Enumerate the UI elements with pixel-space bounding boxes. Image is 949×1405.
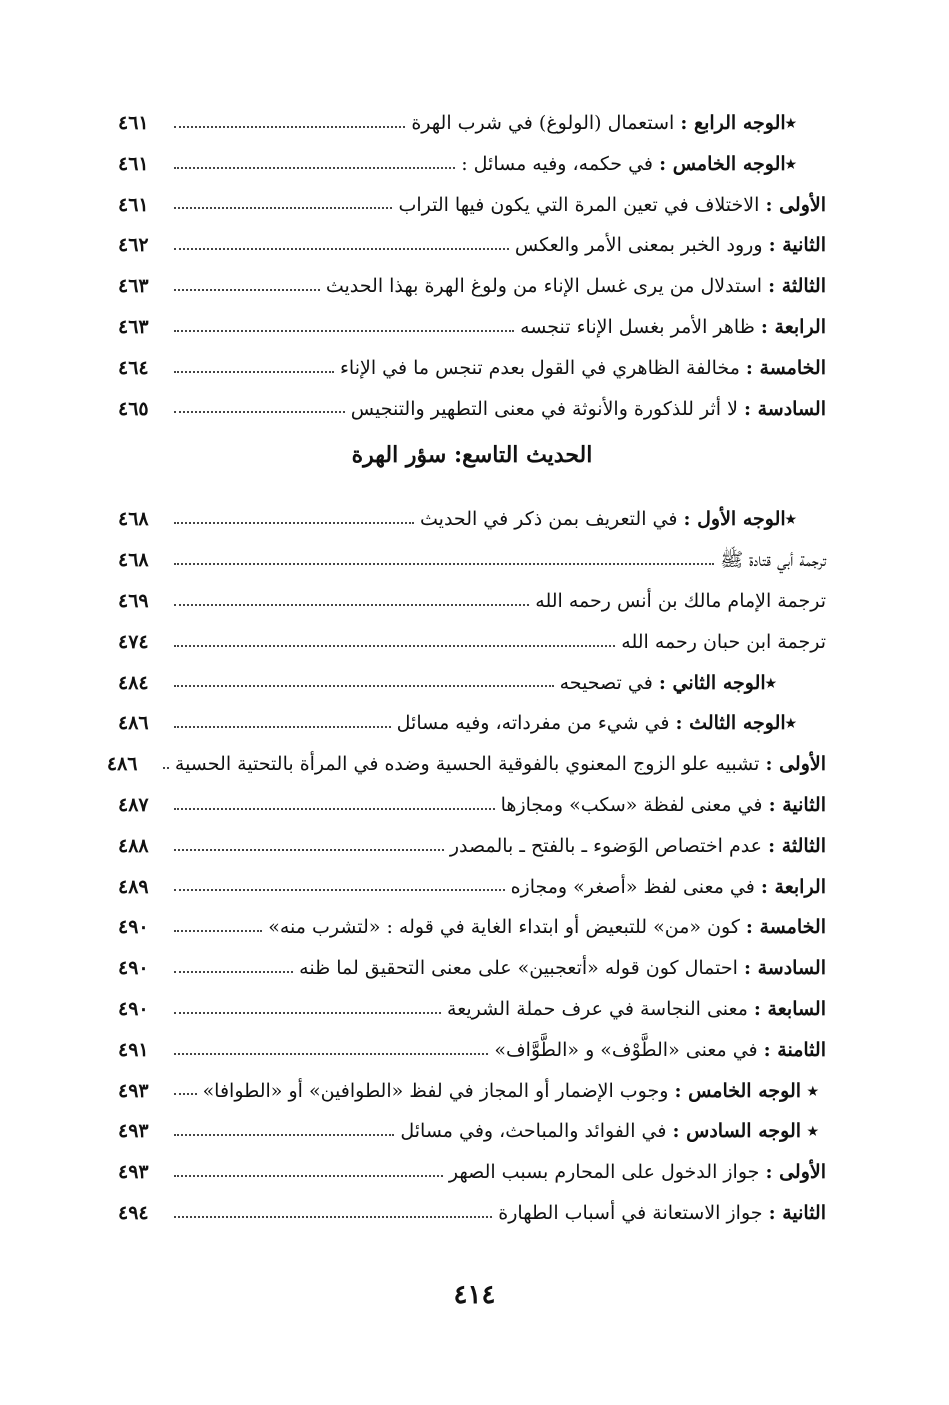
entry-text: احتمال كون قوله «أتعجبين» على معنى التحقيق لما ظنه [299, 957, 738, 980]
entry-label: ٭الوجه الخامس : [659, 152, 796, 175]
entry-label: الثانية : [768, 1201, 826, 1224]
dot-leader [174, 207, 392, 209]
entry-text: معنى النجاسة في عرف حملة الشريعة [447, 997, 748, 1020]
table-of-contents [106, 94, 826, 1225]
entry-page-number: ٤٦٢ [118, 234, 149, 257]
toc-entry [118, 572, 826, 613]
toc-entry [118, 613, 826, 654]
entry-text: مخالفة الظاهري في القول بعدم تنجس ما في الإناء [339, 356, 740, 379]
toc-entry [118, 176, 826, 217]
entry-page-number: ٤٨٤ [118, 671, 149, 694]
toc-entry [106, 735, 826, 776]
entry-page-number: ٤٧٤ [118, 630, 149, 653]
entry-label: الرابعة : [760, 875, 826, 898]
entry-text: جواز الاستعانة في أسباب الطهارة [498, 1201, 763, 1224]
dot-leader [174, 167, 455, 169]
entry-text: في التعريف بمن ذكر في الحديث [420, 508, 678, 531]
dot-leader [174, 971, 293, 973]
dot-leader [174, 1175, 443, 1177]
section-heading: الحديث التاسع: سؤر الهرة [351, 442, 593, 469]
entry-text: وجوب الإضمار أو المجاز في لفظ «الطوافين» أو «الطوافا» [202, 1079, 669, 1102]
entry-text: في الفوائد والمباحث، وفي مسائل [400, 1120, 667, 1143]
toc-entry [118, 776, 826, 817]
entry-page-number: ٤٩٠ [118, 957, 149, 980]
entry-page-number: ٤٩٤ [118, 1201, 149, 1224]
toc-entry [118, 939, 826, 980]
entry-label: الأولى : [765, 1161, 826, 1184]
entry-page-number: ٤٦٩ [118, 589, 149, 612]
toc-entry [118, 1102, 826, 1143]
entry-label: ٭ الوجه السادس : [672, 1120, 818, 1143]
entry-text: تشبيه علو الزوج المعنوي بالفوقية الحسية وضده في المرأة بالتحتية الحسية [174, 753, 760, 776]
toc-entry [118, 898, 826, 939]
toc-entry [118, 858, 826, 899]
toc-entry [118, 817, 826, 858]
dot-leader [174, 248, 509, 250]
entry-page-number: ٤٦٨ [118, 549, 149, 572]
entry-page-number: ٤٦١ [118, 193, 149, 216]
entry-label: الخامسة : [745, 916, 826, 939]
entry-text: في تصحيحه [559, 671, 653, 694]
entry-page-number: ٤٦١ [118, 152, 149, 175]
entry-label: ٭الوجه الرابع : [680, 112, 796, 134]
dot-leader [174, 849, 444, 851]
entry-page-number: ٤٩٣ [118, 1120, 149, 1143]
dot-leader [174, 645, 615, 647]
entry-label: الأولى : [765, 753, 826, 776]
entry-page-number: ٤٨٦ [106, 753, 138, 776]
dot-leader [174, 289, 320, 291]
entry-text: الاختلاف في تعين المرة التي يكون فيها التراب [398, 193, 760, 216]
toc-entry [118, 298, 826, 339]
dot-leader [174, 1134, 394, 1136]
entry-page-number: ٤٦٤ [118, 356, 149, 379]
dot-leader [174, 726, 391, 728]
dot-leader [174, 522, 414, 524]
entry-text: ترجمة أبي قتادة ﷺ [720, 549, 826, 572]
dot-leader [174, 371, 334, 373]
entry-label: الأولى : [765, 193, 826, 216]
entry-text: ترجمة الإمام مالك بن أنس رحمه الله [535, 589, 826, 612]
toc-entry [118, 257, 826, 298]
dot-leader [174, 889, 505, 891]
entry-text: جواز الدخول على المحارم بسبب الصهر [448, 1161, 760, 1184]
dot-leader [174, 126, 405, 128]
toc-group-a [118, 94, 826, 420]
dot-leader [174, 411, 345, 413]
toc-entry [118, 531, 826, 572]
toc-entry [118, 216, 826, 257]
dot-leader [174, 563, 714, 565]
toc-entry [118, 490, 826, 531]
entry-page-number: ٤٩٣ [118, 1161, 149, 1184]
dot-leader [174, 604, 529, 606]
entry-text: كون «من» للتبعيض أو ابتداء الغاية في قوله : «لتشرب منه» [268, 916, 740, 939]
entry-label: الثامنة : [763, 1038, 826, 1061]
dot-leader [174, 1012, 441, 1014]
toc-entry [118, 380, 826, 421]
entry-page-number: ٤٩٠ [118, 997, 149, 1020]
entry-page-number: ٤٩٣ [118, 1079, 149, 1102]
entry-text: استدلال من يرى غسل الإناء من ولوغ الهرة بهذا الحديث [325, 275, 763, 298]
entry-label: الثالثة : [768, 834, 826, 857]
toc-entry [118, 1184, 826, 1225]
dot-leader [174, 330, 514, 332]
toc-entry [118, 94, 826, 135]
entry-page-number: ٤٨٩ [118, 875, 149, 898]
entry-text: في شيء من مفرداته، وفيه مسائل [396, 712, 670, 735]
toc-entry [118, 135, 826, 176]
toc-entry [118, 980, 826, 1021]
entry-page-number: ٤٦٥ [118, 397, 149, 420]
entry-text: في معنى لفظة «سكب» ومجازها [500, 793, 763, 816]
entry-label: السادسة : [743, 957, 826, 980]
toc-entry [118, 1062, 826, 1103]
entry-label: الثانية : [768, 793, 826, 816]
entry-label: ٭الوجه الأول : [683, 508, 796, 531]
entry-page-number: ٤٩٠ [118, 916, 149, 939]
entry-page-number: ٤٦٨ [118, 508, 149, 531]
entry-label: ٭الوجه الثالث : [675, 712, 796, 735]
dot-leader [174, 685, 554, 687]
entry-page-number: ٤٨٦ [118, 712, 149, 735]
entry-text: في حكمه، وفيه مسائل : [461, 152, 654, 175]
entry-page-number: ٤٨٨ [118, 834, 149, 857]
entry-label: السادسة : [743, 397, 826, 420]
entry-page-number: ٤٨٧ [118, 793, 149, 816]
entry-label: السابعة : [753, 997, 826, 1020]
entry-text: ورود الخبر بمعنى الأمر والعكس [514, 234, 763, 257]
entry-label: الثانية : [768, 234, 826, 257]
entry-page-number: ٤٦٣ [118, 275, 149, 298]
dot-leader [174, 930, 262, 932]
dot-leader [174, 1093, 197, 1095]
toc-entry [118, 1143, 826, 1184]
entry-text: لا أثر للذكورة والأنوثة في معنى التطهير والتنجيس [350, 397, 738, 420]
toc-entry [118, 654, 826, 695]
entry-text: في معنى لفظ «أصغر» ومجازه [510, 875, 755, 898]
entry-label: ٭الوجه الثاني : [658, 671, 776, 694]
toc-group-b [106, 490, 826, 1224]
entry-label: الثالثة : [768, 275, 826, 298]
page-number: ٤١٤ [453, 1280, 496, 1310]
dot-leader [174, 1053, 488, 1055]
entry-text: استعمال (الولوغ) في شرب الهرة [411, 112, 675, 134]
entry-text: عدم اختصاص الوَضوء ـ بالفتح ـ بالمصدر [449, 834, 763, 857]
dot-leader [163, 767, 169, 769]
toc-entry [118, 339, 826, 380]
dot-leader [174, 808, 495, 810]
entry-page-number: ٤٦٣ [118, 315, 149, 338]
entry-page-number: ٤٦١ [118, 112, 149, 134]
entry-page-number: ٤٩١ [118, 1038, 149, 1061]
dot-leader [174, 1216, 492, 1218]
entry-text: ترجمة ابن حبان رحمه الله [621, 630, 826, 653]
entry-label: الخامسة : [745, 356, 826, 379]
entry-label: ٭ الوجه الخامس : [674, 1079, 818, 1102]
toc-entry [118, 694, 826, 735]
toc-entry [118, 1021, 826, 1062]
entry-text: في معنى «الطَّوْف» و «الطَّوَّاف» [494, 1038, 758, 1061]
entry-text: ظاهر الأمر بغسل الإناء تنجسه [520, 315, 755, 338]
entry-label: الرابعة : [760, 315, 826, 338]
